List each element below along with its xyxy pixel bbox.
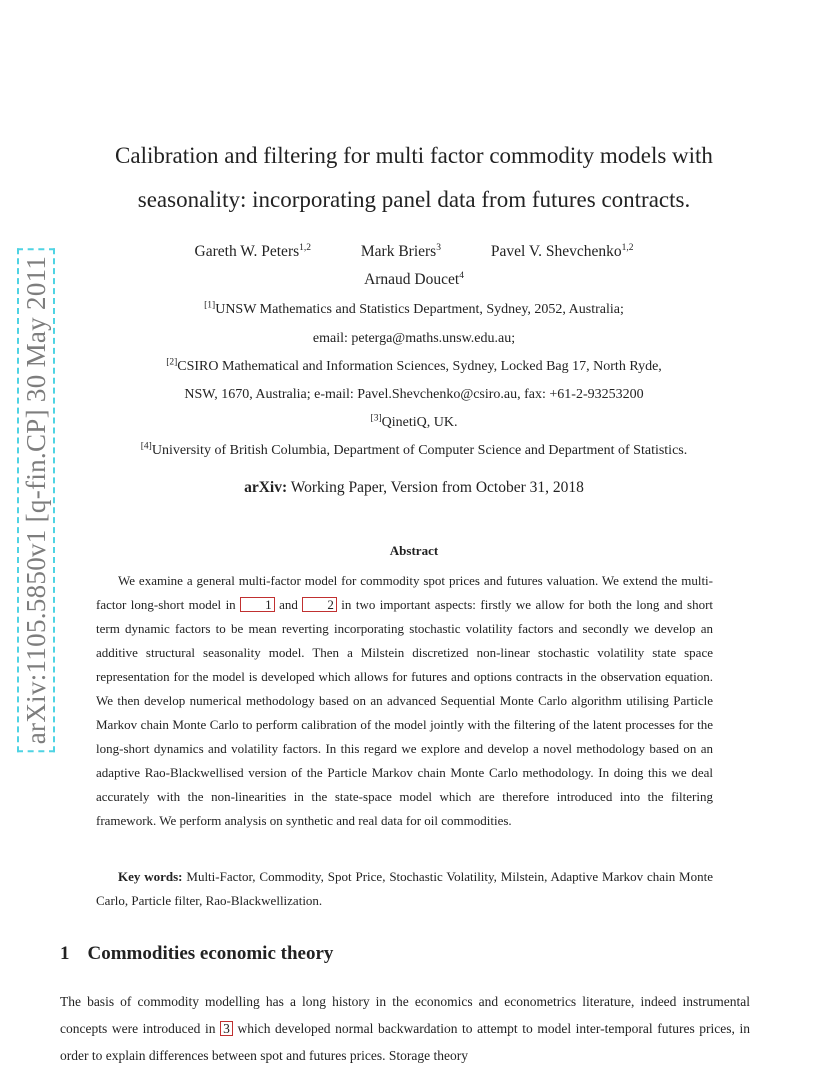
affiliation-2: [2]CSIRO Mathematical and Information Sciences, Sydney, Locked Bag 17, North Ryde, <box>166 357 662 374</box>
author-list <box>0 243 828 261</box>
paper-title-line-2: seasonality: incorporating panel data from futures contracts. <box>137 187 691 212</box>
author-2: Mark Briers$^3$ <box>360 242 441 260</box>
author-3: Pavel V. Shevchenko$^{1,2}$ <box>490 242 634 260</box>
affiliation-2-contact: NSW, 1670, Australia; e-mail: Pavel.Shevchenko@csiro.au, fax: +61-2-93253200 <box>184 387 644 402</box>
abstract-heading: Abstract <box>389 543 439 558</box>
affiliation-1-email: email: peterga@maths.unsw.edu.au; <box>312 331 516 346</box>
author-1: Gareth W. Peters$^{1,2}$ <box>194 242 312 260</box>
arxiv-id-stamp: arXiv:1105.5850v1 [q-fin.CP] 30 May 2011 <box>17 248 55 752</box>
author-4: Arnaud Doucet$^4$ <box>364 270 464 288</box>
working-paper-note: arXiv: Working Paper, Version from October 31, 2018 <box>244 479 584 496</box>
affiliation-3: [3]QinetiQ, UK. <box>370 413 458 430</box>
keywords: Key words: Multi-Factor, Commodity, Spot Price, Stochastic Volatility, Milstein, Adaptive Markov chain Monte Carlo, Particle filter, Rao-Blackwellization. <box>96 869 713 908</box>
abstract-text: We examine a general multi-factor model for commodity spot prices and futures valuation. We extend the multi-factor long-short model in 1 and 2 in two important aspects: firstly we allow for both the long and short term dynamic factors to be mean reverting incorporating stochastic volatility factors and secondly we develop an additive structural seasonality model. Then a Milstein discretized non-linear stochastic volatility state space representation for the model is developed which allows for futures and options contracts in the observation equation. We then develop numerical methodology based on an advanced Sequential Monte Carlo algorithm utilising Particle Markov chain Monte Carlo to perform calibration of the model jointly with the filtering of the latent processes for the long-short dynamics and volatility factors. In this regard we explore and develop a novel methodology based on an adaptive Rao-Blackwellised version of the Particle Markov chain Monte Carlo methodology. In doing this we deal accurately with the non-linearities in the state-space model which are therefore introduced into the filtering framework. We perform analysis on synthetic and real data for oil commodities. <box>96 573 714 828</box>
affiliation-4: [4]University of British Columbia, Department of Computer Science and Department of Statistics. <box>140 441 688 458</box>
paper-title-line-1: Calibration and filtering for multi factor commodity models with <box>115 143 713 168</box>
citation-link-1[interactable]: 1 <box>240 597 275 612</box>
section-1-paragraph: The basis of commodity modelling has a long history in the economics and econometrics literature, indeed instrumental concepts were introduced in 3 which developed normal backwardation to attempt to model inter-temporal futures prices, in order to explain differences between spot and futures prices. Storage theory <box>60 994 751 1063</box>
affiliation-1: [1]UNSW Mathematics and Statistics Department, Sydney, 2052, Australia; <box>204 300 624 317</box>
citation-link-2[interactable]: 2 <box>302 597 337 612</box>
citation-link-3[interactable]: 3 <box>220 1021 233 1036</box>
section-heading: 1 Commodities economic theory <box>60 943 334 964</box>
